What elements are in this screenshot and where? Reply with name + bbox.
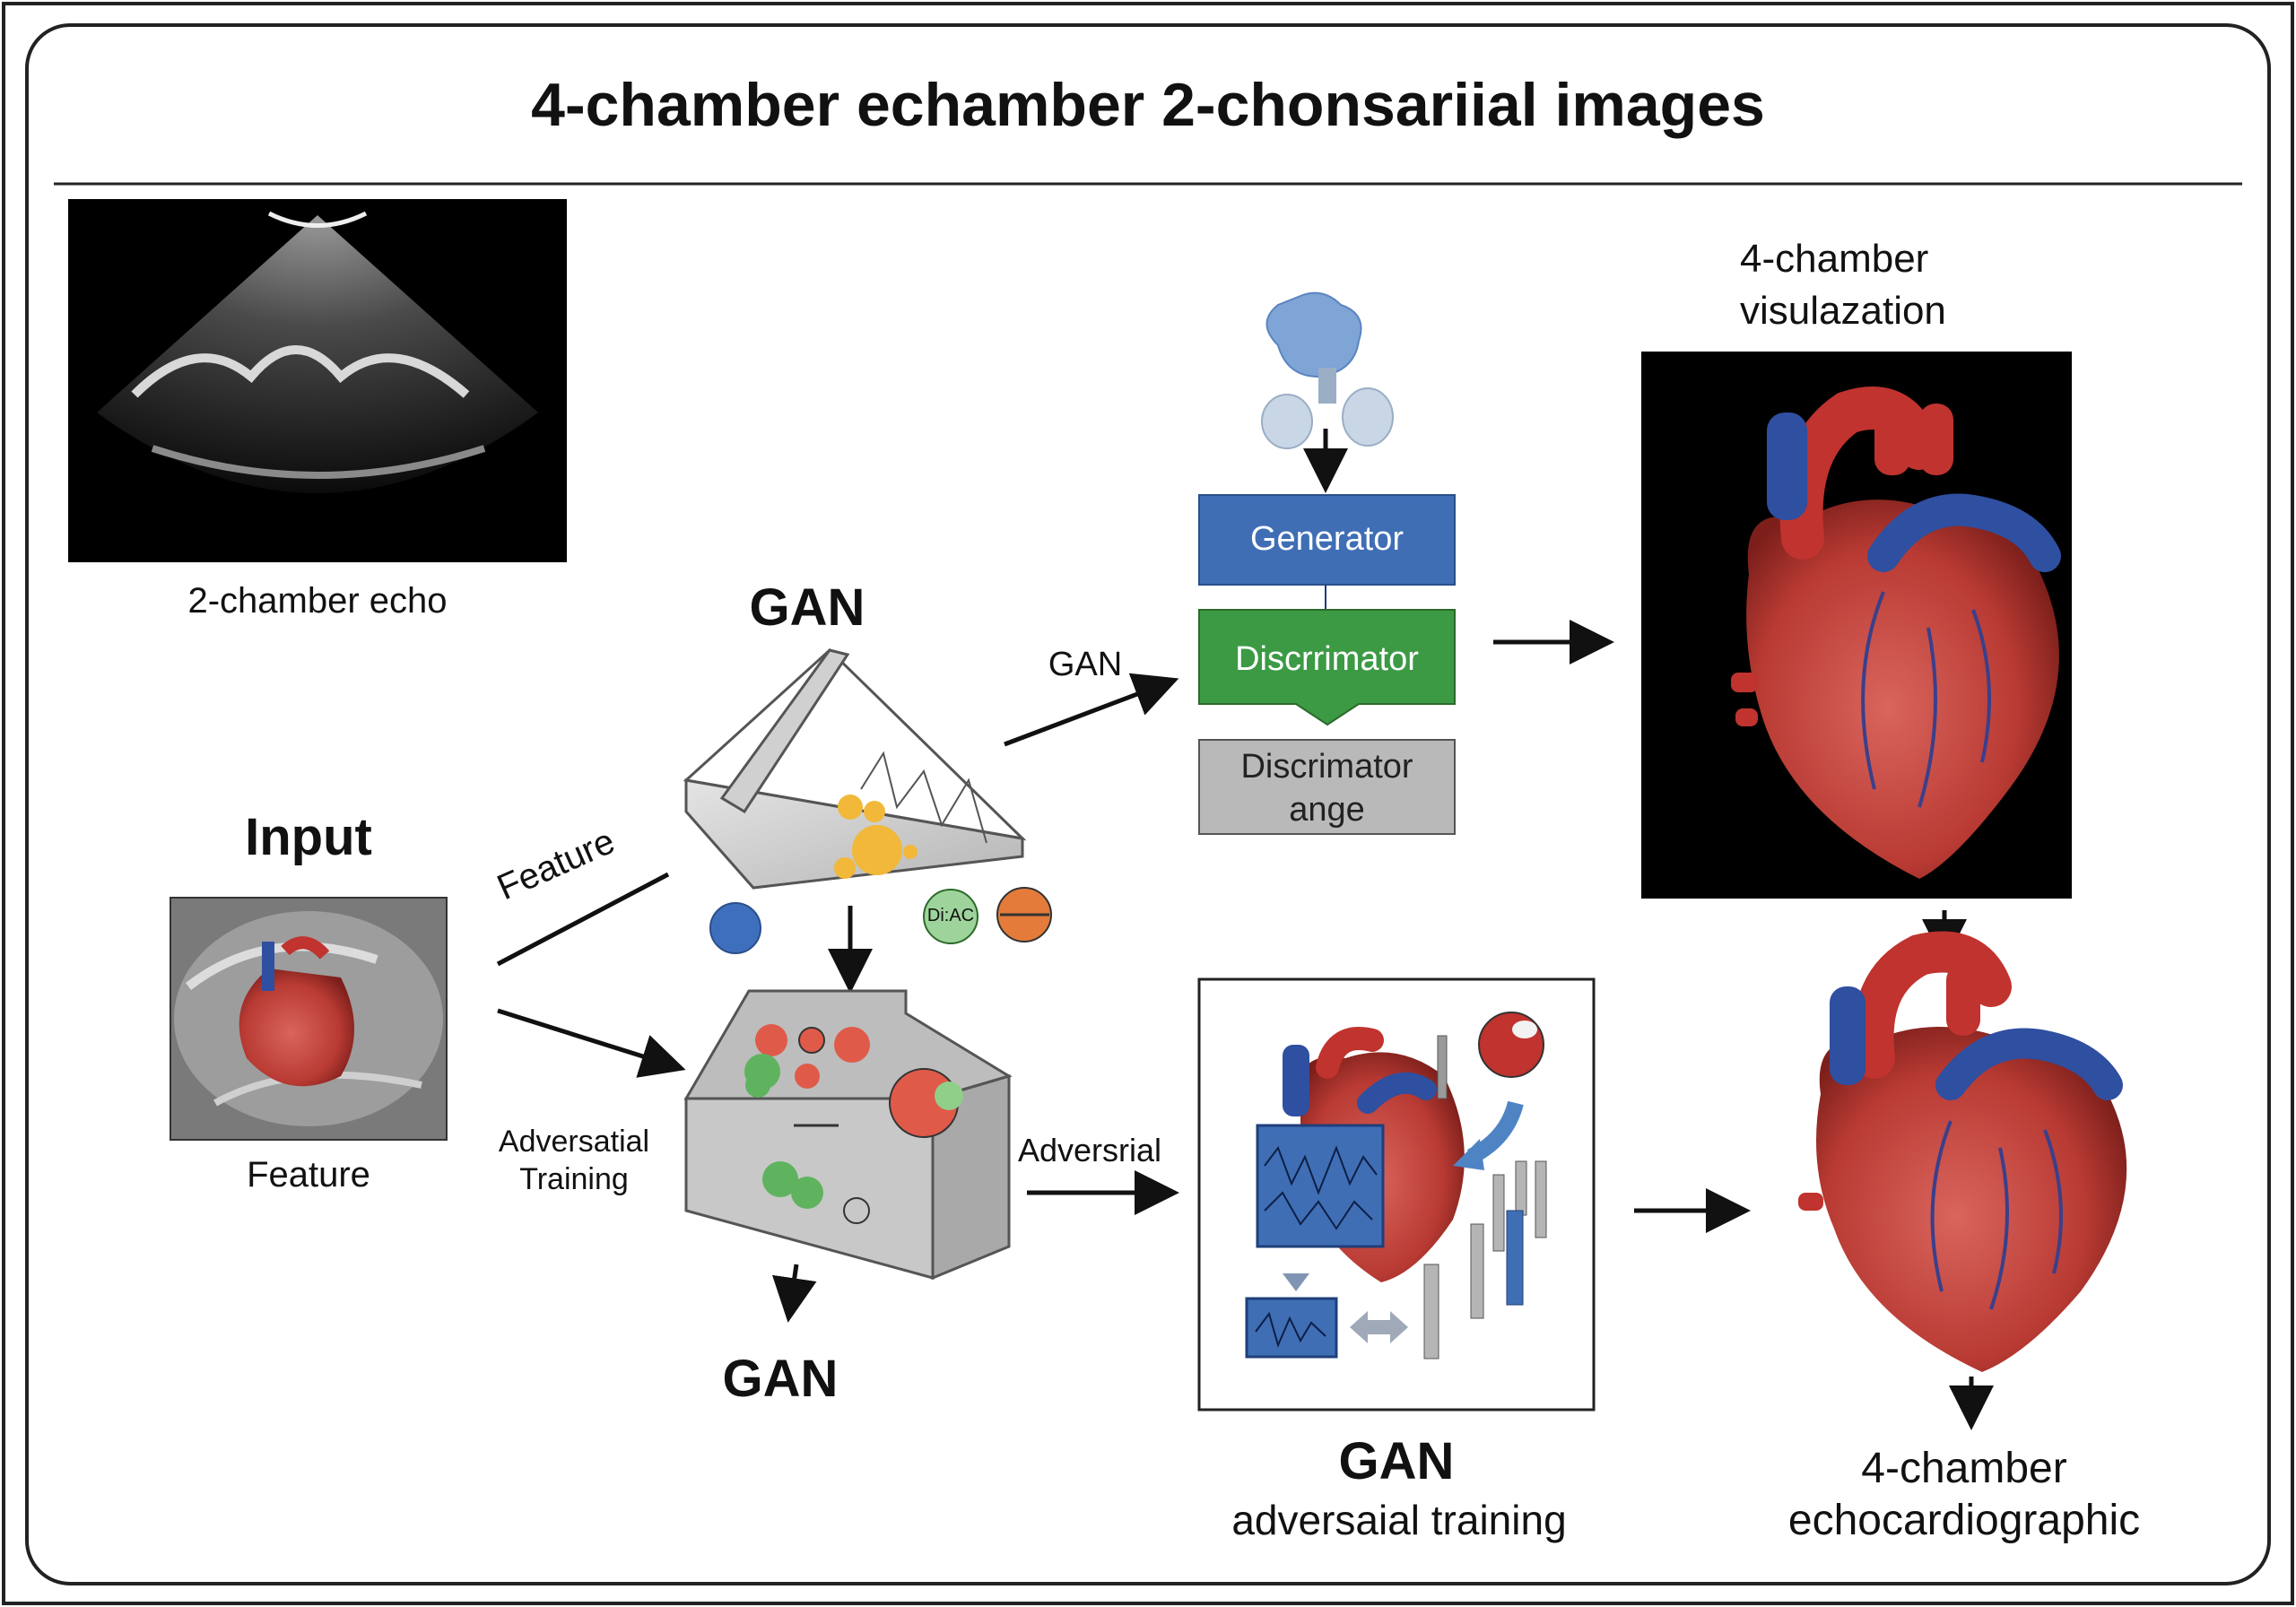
blue-circle: [710, 903, 761, 953]
discriminator-image-line2: ange: [1289, 791, 1365, 829]
gan-training-title: GAN: [1338, 1432, 1455, 1490]
discriminator-image-line1: Discrimator: [1240, 748, 1413, 786]
heart-output: [1798, 952, 2126, 1372]
gan-arrow-label: GAN: [1048, 646, 1123, 683]
visualization-title-line1: 4-chamber: [1740, 237, 1929, 281]
echo-caption: 2-chamber echo: [187, 581, 448, 621]
echo-image: [68, 199, 567, 562]
adversarial-training-line2: Training: [519, 1162, 629, 1196]
gan-arrow: [1004, 682, 1170, 744]
adversarial-arrow-label: Adversrial: [1017, 1132, 1162, 1168]
input-caption: Feature: [247, 1155, 370, 1194]
input-heading: Input: [245, 808, 372, 866]
gan-top-label: GAN: [749, 578, 865, 637]
generator-label: Generator: [1249, 520, 1405, 558]
gan-training-subtitle: adversaial training: [1231, 1497, 1567, 1543]
adversarial-arrow: [498, 1011, 677, 1067]
feature-label: Feature: [491, 821, 621, 908]
visualization-title-line2: visulazation: [1740, 289, 1946, 333]
gan-bottom-left-label: GAN: [722, 1350, 839, 1408]
page-title: 4-chamber echamber 2-chonsariial images: [531, 71, 1765, 139]
discriminator-label: Discrrimator: [1235, 640, 1419, 678]
input-image: [170, 898, 447, 1140]
output-caption-line2: echocardiographic: [1787, 1497, 2141, 1544]
arrow-block-down: [789, 1264, 796, 1314]
gan-prism: [686, 650, 1022, 888]
green-circle-label: Di:AC: [926, 906, 975, 925]
adversarial-training-line1: Adversatial: [498, 1125, 650, 1159]
generator-input-icon: [1262, 293, 1393, 448]
output-caption-line1: 4-chamber: [1861, 1445, 2067, 1492]
feature-block: [686, 991, 1009, 1278]
